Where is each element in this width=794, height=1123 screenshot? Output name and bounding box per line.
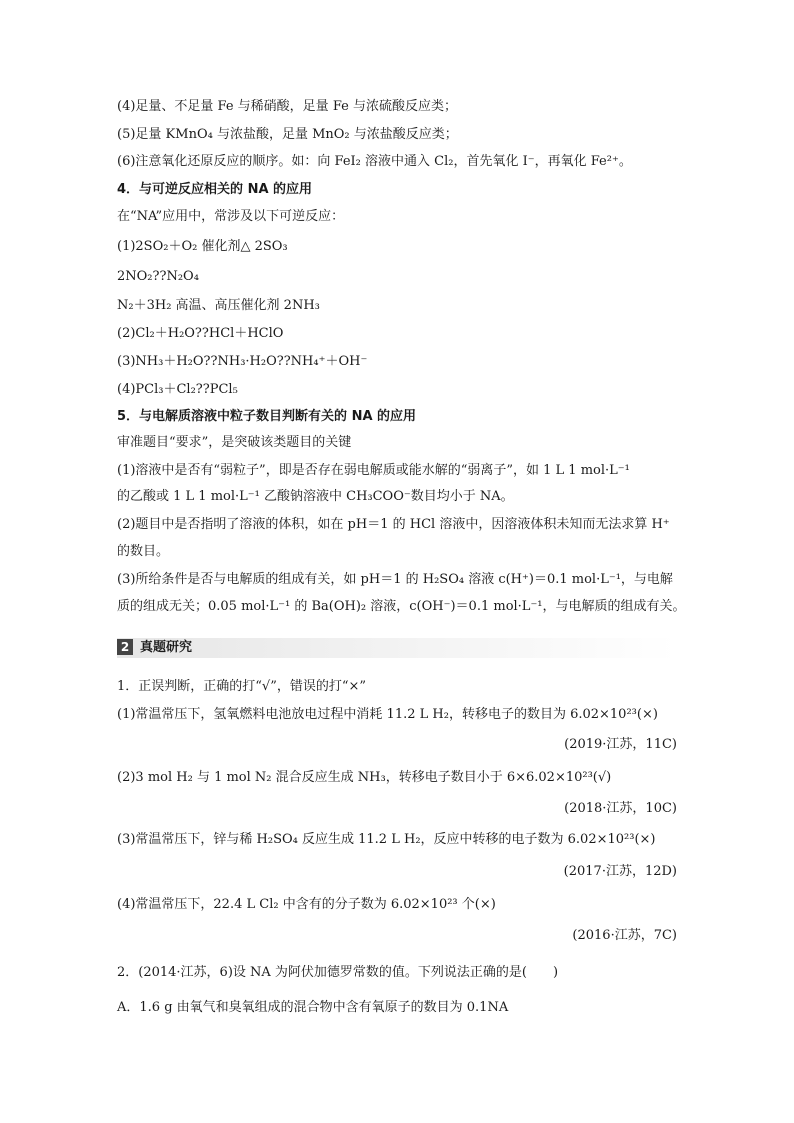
equation-line: (1)2SO₂＋O₂ 催化剂△ 2SO₃: [117, 239, 288, 254]
text-line: (4)足量、不足量 Fe 与稀硝酸，足量 Fe 与浓硫酸反应类；: [117, 99, 457, 114]
question-source: (2016·江苏，7C): [572, 928, 677, 943]
section-number-badge: 2: [117, 639, 133, 655]
question-1-item: (1)常温常压下，氢氧燃料电池放电过程中消耗 11.2 L H₂，转移电子的数目为 6.02×10²³(×): [117, 707, 658, 722]
question-1-item: (2)3 mol H₂ 与 1 mol N₂ 混合反应生成 NH₃，转移电子数目小于 6×6.02×10²³(√): [117, 770, 612, 785]
section-banner: [117, 638, 677, 658]
text-line: 审准题目“要求”，是突破该类题目的关键: [117, 435, 352, 450]
text-line: 的数目。: [117, 544, 170, 559]
question-2: 2．(2014·江苏，6)设 NA 为阿伏加德罗常数的值。下列说法正确的是( ): [117, 965, 559, 980]
section-heading-4: 4．与可逆反应相关的 NA 的应用: [117, 182, 313, 197]
equation-line: (3)NH₃＋H₂O??NH₃·H₂O??NH₄⁺＋OH⁻: [117, 354, 368, 369]
text-line: (2)题目中是否指明了溶液的体积，如在 pH＝1 的 HCl 溶液中，因溶液体积未知而无法求算 H⁺: [117, 517, 670, 532]
text-line: 在“NA”应用中，常涉及以下可逆反应：: [117, 209, 345, 224]
text-line: (5)足量 KMnO₄ 与浓盐酸，足量 MnO₂ 与浓盐酸反应类；: [117, 127, 458, 142]
equation-line: 2NO₂??N₂O₄: [117, 269, 199, 284]
question-source: (2017·江苏，12D): [563, 864, 677, 879]
equation-line: N₂＋3H₂ 高温、高压催化剂 2NH₃: [117, 298, 320, 313]
equation-line: (4)PCl₃＋Cl₂??PCl₅: [117, 382, 238, 397]
text-line: (6)注意氧化还原反应的顺序。如：向 FeI₂ 溶液中通入 Cl₂，首先氧化 I⁻，再氧化 Fe²⁺。: [117, 154, 632, 169]
text-line: (1)溶液中是否有“弱粒子”，即是否存在弱电解质或能水解的“弱离子”，如 1 L 1 mol·L⁻¹: [117, 463, 630, 478]
question-source: (2019·江苏，11C): [564, 737, 677, 752]
text-line: 质的组成无关；0.05 mol·L⁻¹ 的 Ba(OH)₂ 溶液，c(OH⁻)＝0.1 mol·L⁻¹，与电解质的组成有关。: [117, 599, 686, 614]
equation-line: (2)Cl₂＋H₂O??HCl＋HClO: [117, 326, 284, 341]
question-1-item: (3)常温常压下，锌与稀 H₂SO₄ 反应生成 11.2 L H₂，反应中转移的电子数为 6.02×10²³(×): [117, 832, 656, 847]
question-source: (2018·江苏，10C): [564, 801, 677, 816]
section-title: 真题研究: [140, 640, 193, 655]
question-1-item: (4)常温常压下，22.4 L Cl₂ 中含有的分子数为 6.02×10²³ 个(×): [117, 897, 496, 912]
text-line: (3)所给条件是否与电解质的组成有关，如 pH＝1 的 H₂SO₄ 溶液 c(H⁺)＝0.1 mol·L⁻¹，与电解: [117, 572, 673, 587]
question-1: 1．正误判断，正确的打“√”，错误的打“×”: [117, 679, 367, 694]
section-heading-5: 5．与电解质溶液中粒子数目判断有关的 NA 的应用: [117, 409, 417, 424]
text-line: 的乙酸或 1 L 1 mol·L⁻¹ 乙酸钠溶液中 CH₃COO⁻数目均小于 NA。: [117, 489, 514, 504]
question-2-option-a: A．1.6 g 由氧气和臭氧组成的混合物中含有氧原子的数目为 0.1NA: [117, 1000, 509, 1015]
